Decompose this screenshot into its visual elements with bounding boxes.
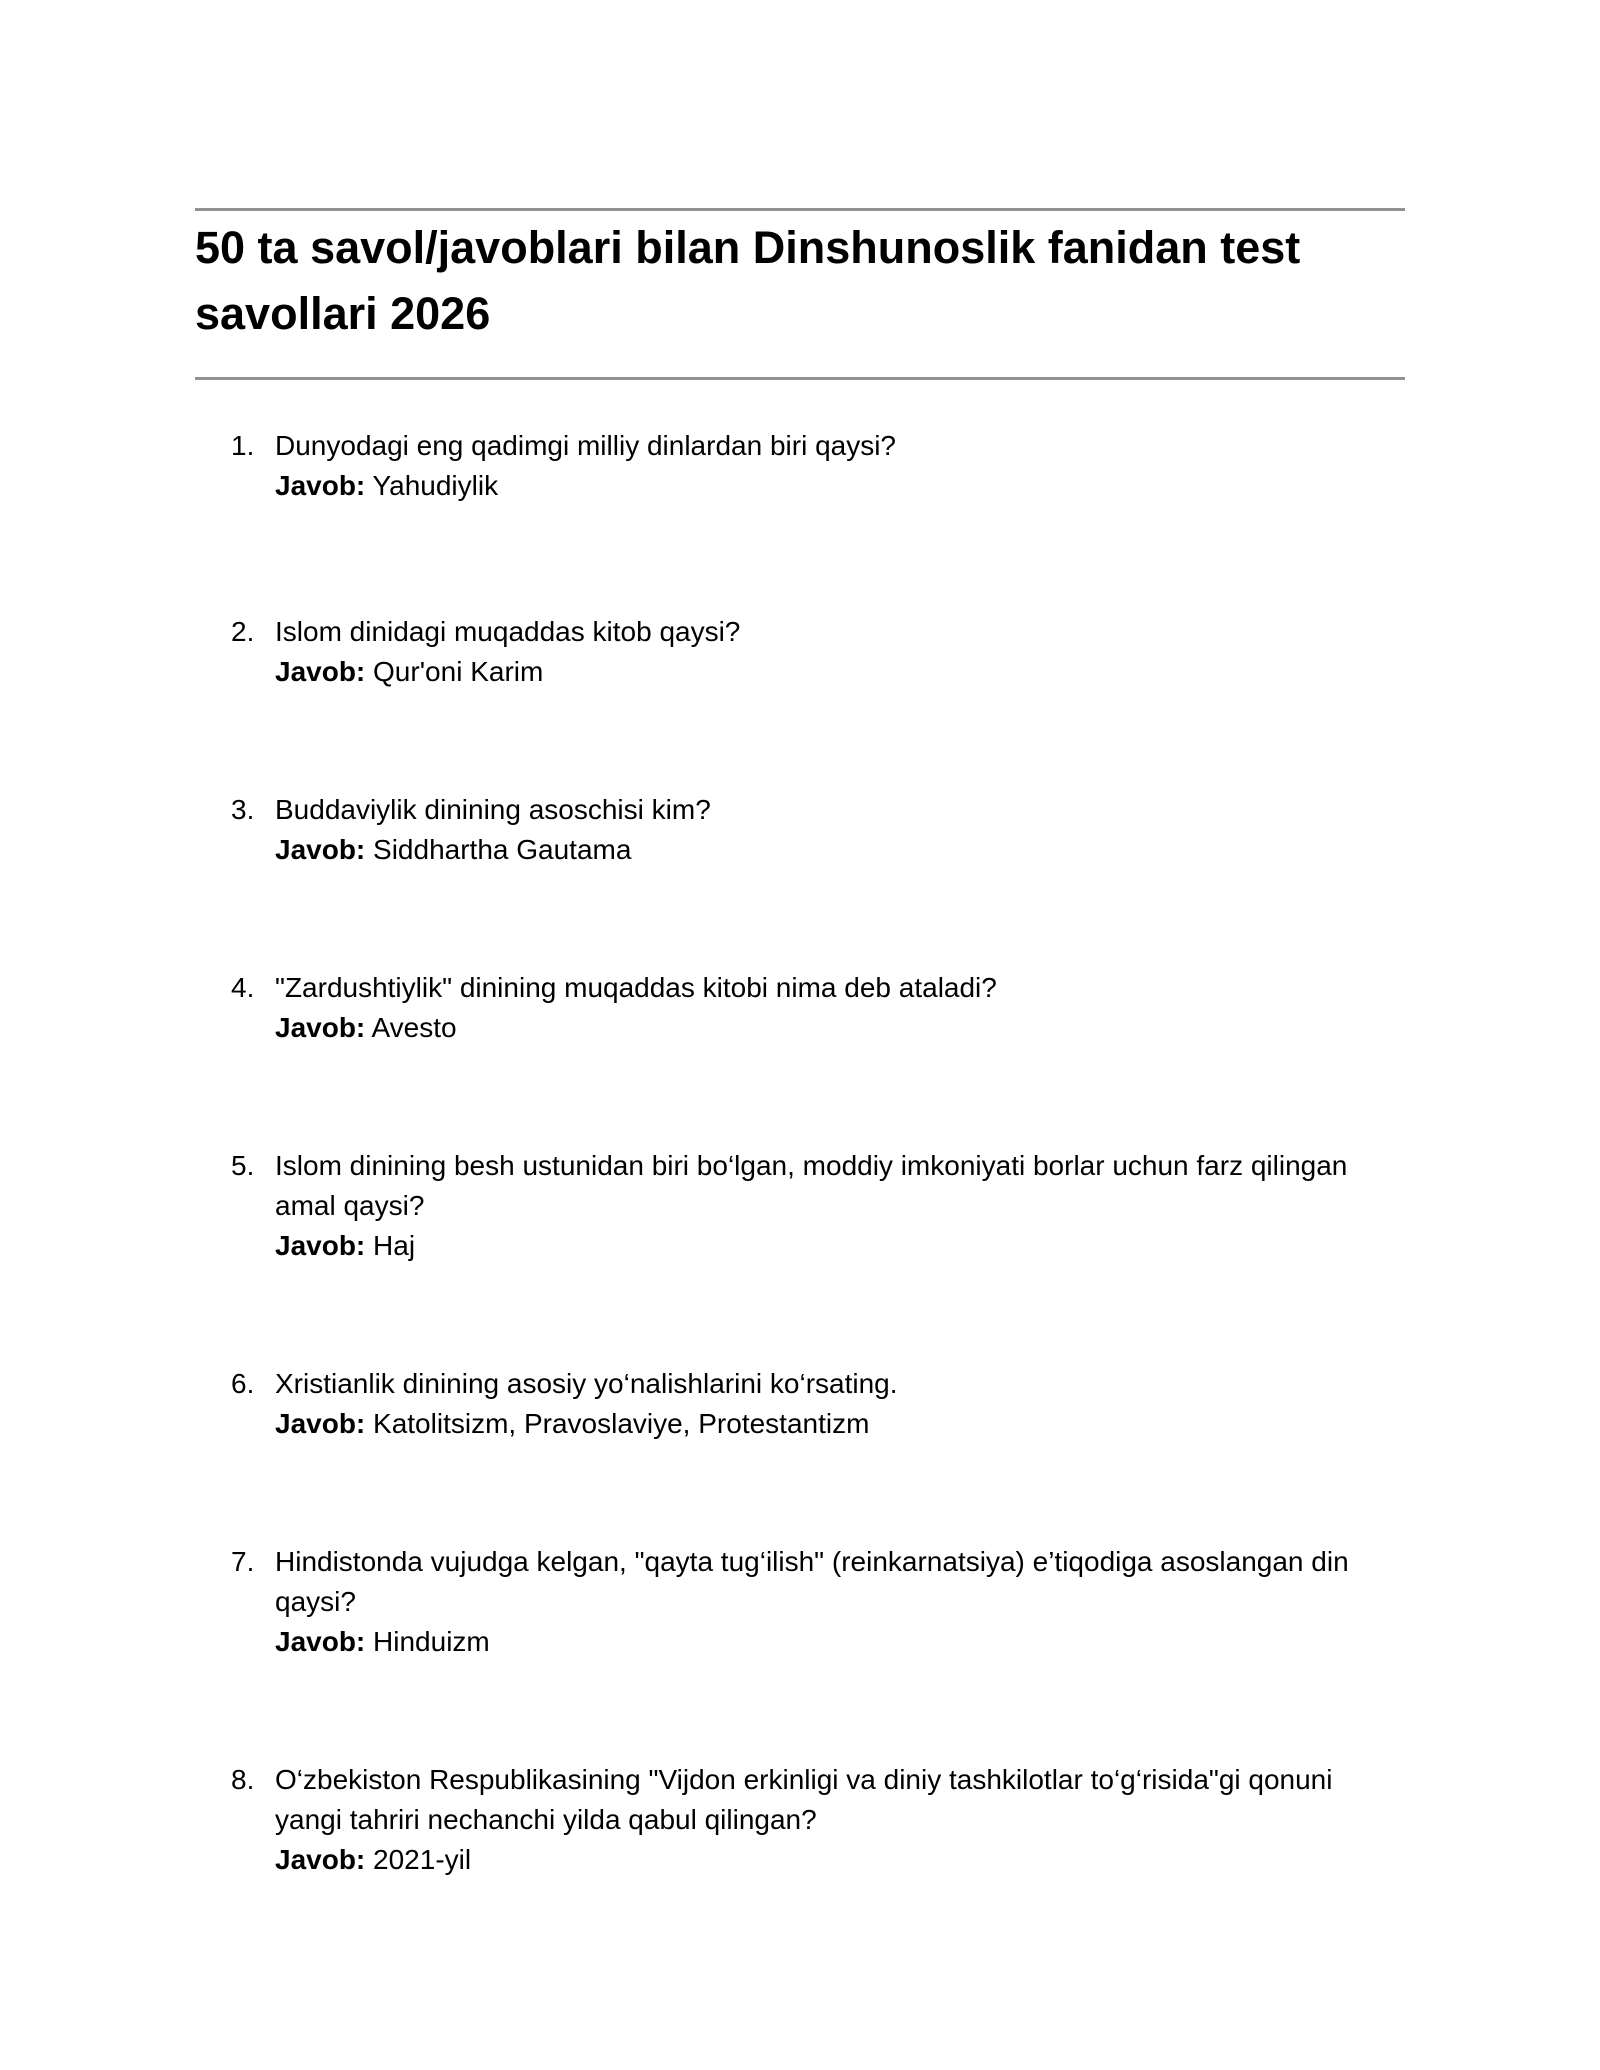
question-item bbox=[231, 1146, 1405, 1266]
question-answer-block bbox=[275, 612, 740, 692]
answer-line bbox=[275, 1008, 997, 1048]
question-line: O‘zbekiston Respublikasining "Vijdon erkinligi va diniy tashkilotlar to‘g‘risida"gi qonuni bbox=[275, 1764, 1333, 1795]
question-answer-block bbox=[275, 426, 896, 506]
question-number: 8. bbox=[231, 1764, 255, 1795]
answer-line bbox=[275, 1622, 1349, 1662]
answer-value: Haj bbox=[373, 1230, 416, 1261]
question-item bbox=[231, 1364, 1405, 1444]
answer-label: Javob: bbox=[275, 1230, 366, 1261]
answer-value: 2021-yil bbox=[373, 1844, 472, 1875]
page-title-line: savollari 2026 bbox=[195, 288, 491, 339]
question-number: 4. bbox=[231, 972, 255, 1003]
question-item bbox=[231, 426, 1405, 506]
question-line: Islom dinidagi muqaddas kitob qaysi? bbox=[275, 616, 741, 647]
answer-label: Javob: bbox=[275, 1844, 366, 1875]
page-title-line: 50 ta savol/javoblari bilan Dinshunoslik fanidan test bbox=[195, 222, 1301, 273]
question-number: 2. bbox=[231, 616, 255, 647]
answer-value: Siddhartha Gautama bbox=[373, 834, 632, 865]
question-number: 7. bbox=[231, 1546, 255, 1577]
answer-value: Qur'oni Karim bbox=[373, 656, 544, 687]
question-list bbox=[195, 426, 1405, 1880]
answer-label: Javob: bbox=[275, 1012, 366, 1043]
answer-label: Javob: bbox=[275, 470, 366, 501]
question-answer-block bbox=[275, 790, 711, 870]
question-line: qaysi? bbox=[275, 1586, 356, 1617]
answer-label: Javob: bbox=[275, 1408, 366, 1439]
question-line: Hindistonda vujudga kelgan, "qayta tug‘ilish" (reinkarnatsiya) e’tiqodiga asoslangan din bbox=[275, 1546, 1349, 1577]
answer-label: Javob: bbox=[275, 834, 366, 865]
answer-label: Javob: bbox=[275, 656, 366, 687]
question-answer-block bbox=[275, 1760, 1332, 1880]
question-line: amal qaysi? bbox=[275, 1190, 425, 1221]
question-line: Dunyodagi eng qadimgi milliy dinlardan biri qaysi? bbox=[275, 430, 897, 461]
answer-line bbox=[275, 466, 896, 506]
title-divider-bottom bbox=[195, 377, 1405, 380]
question-item bbox=[231, 968, 1405, 1048]
page-title bbox=[195, 215, 1405, 347]
answer-line bbox=[275, 1226, 1347, 1266]
answer-value: Yahudiylik bbox=[372, 470, 499, 501]
question-number: 5. bbox=[231, 1150, 255, 1181]
answer-line bbox=[275, 830, 711, 870]
answer-value: Katolitsizm, Pravoslaviye, Protestantizm bbox=[373, 1408, 870, 1439]
question-number: 3. bbox=[231, 794, 255, 825]
answer-line bbox=[275, 652, 740, 692]
question-line: yangi tahriri nechanchi yilda qabul qilingan? bbox=[275, 1804, 817, 1835]
answer-value: Avesto bbox=[371, 1012, 457, 1043]
question-item bbox=[231, 790, 1405, 870]
question-line: Buddaviylik dinining asoschisi kim? bbox=[275, 794, 711, 825]
question-answer-block bbox=[275, 1364, 898, 1444]
question-item bbox=[231, 1760, 1405, 1880]
question-line: Xristianlik dinining asosiy yo‘nalishlarini ko‘rsating. bbox=[275, 1368, 898, 1399]
question-number: 6. bbox=[231, 1368, 255, 1399]
answer-value: Hinduizm bbox=[373, 1626, 490, 1657]
question-item bbox=[231, 612, 1405, 692]
question-answer-block bbox=[275, 968, 997, 1048]
question-answer-block bbox=[275, 1146, 1347, 1266]
question-item bbox=[231, 1542, 1405, 1662]
title-divider-top bbox=[195, 208, 1405, 211]
question-line: "Zardushtiylik" dinining muqaddas kitobi nima deb ataladi? bbox=[275, 972, 997, 1003]
document-page bbox=[195, 0, 1405, 1978]
answer-line bbox=[275, 1840, 1332, 1880]
question-number: 1. bbox=[231, 430, 255, 461]
answer-line bbox=[275, 1404, 898, 1444]
question-line: Islom dinining besh ustunidan biri bo‘lgan, moddiy imkoniyati borlar uchun farz qilingan bbox=[275, 1150, 1348, 1181]
answer-label: Javob: bbox=[275, 1626, 366, 1657]
question-answer-block bbox=[275, 1542, 1349, 1662]
